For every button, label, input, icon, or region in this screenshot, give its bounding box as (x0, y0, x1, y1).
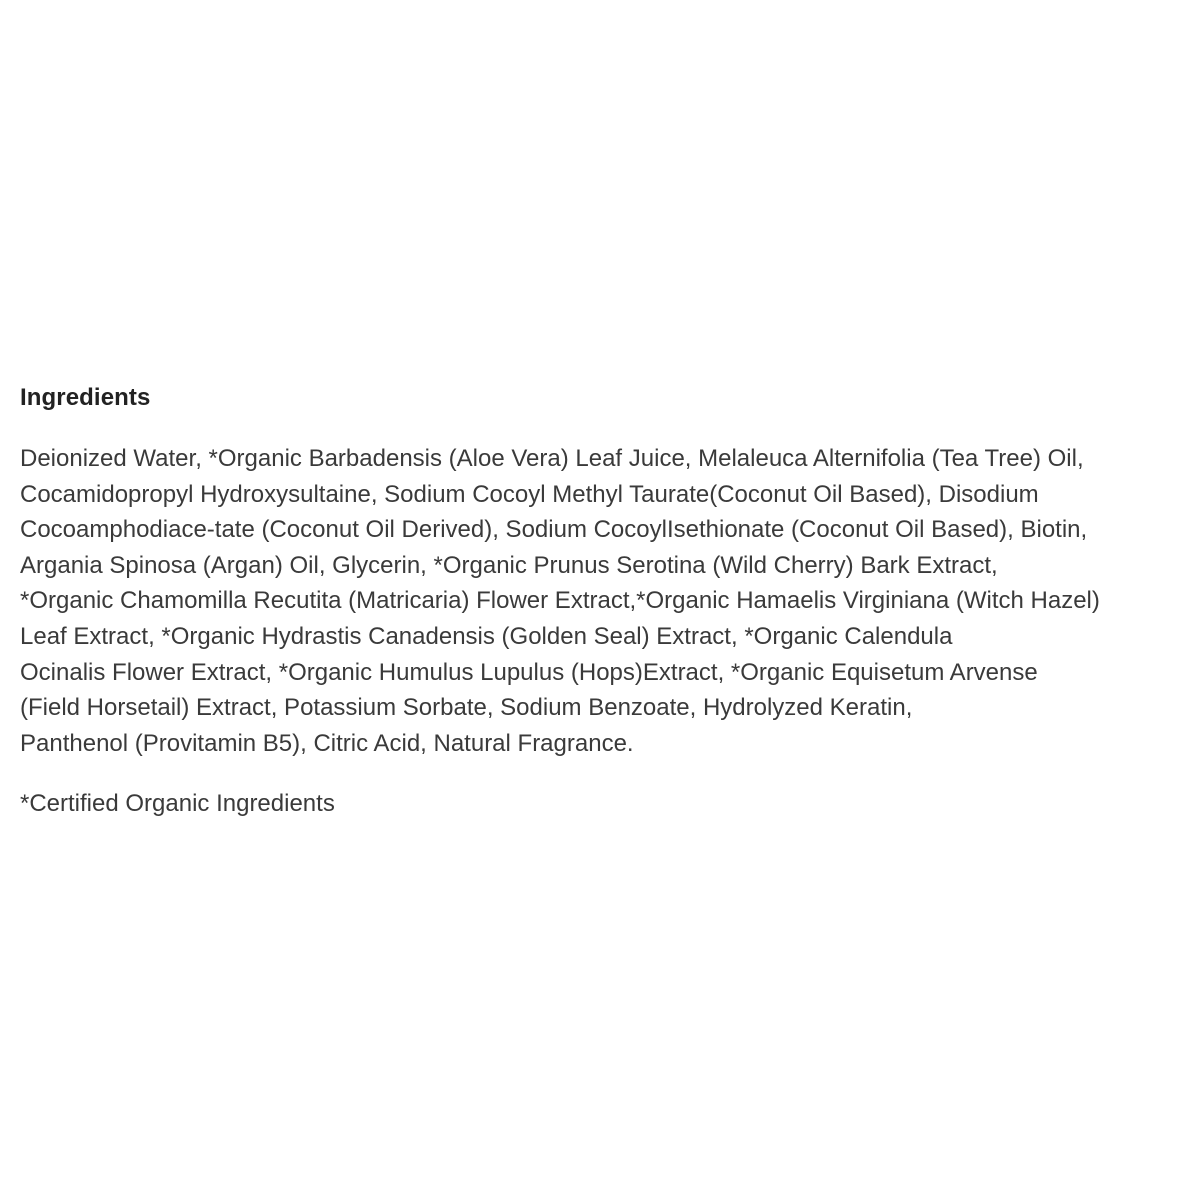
ingredients-line: Cocamidopropyl Hydroxysultaine, Sodium Cocoyl Methyl Taurate(Coconut Oil Based), Disodium (20, 480, 1039, 508)
ingredients-line: Argania Spinosa (Argan) Oil, Glycerin, *Organic Prunus Serotina (Wild Cherry) Bark Extract, (20, 551, 998, 579)
ingredients-line: Panthenol (Provitamin B5), Citric Acid, Natural Fragrance. (20, 729, 634, 757)
ingredients-line: Deionized Water, *Organic Barbadensis (Aloe Vera) Leaf Juice, Melaleuca Alternifolia (Tea Tree) Oil, (20, 445, 1084, 472)
ingredients-line: Cocoamphodiace-tate (Coconut Oil Derived), Sodium CocoylIsethionate (Coconut Oil Based), Biotin, (20, 516, 1088, 544)
ingredients-line: (Field Horsetail) Extract, Potassium Sorbate, Sodium Benzoate, Hydrolyzed Keratin, (20, 694, 913, 722)
organic-footnote: *Certified Organic Ingredients (20, 790, 335, 818)
ingredients-line: *Organic Chamomilla Recutita (Matricaria) Flower Extract,*Organic Hamaelis Virginiana (Witch Hazel) (20, 587, 1100, 615)
ingredients-section (20, 380, 1190, 822)
ingredients-list (20, 441, 1190, 761)
ingredients-heading: Ingredients (20, 384, 151, 411)
ingredients-line: Ocinalis Flower Extract, *Organic Humulus Lupulus (Hops)Extract, *Organic Equisetum Arvense (20, 658, 1038, 686)
ingredients-line: Leaf Extract, *Organic Hydrastis Canadensis (Golden Seal) Extract, *Organic Calendula (20, 622, 953, 650)
